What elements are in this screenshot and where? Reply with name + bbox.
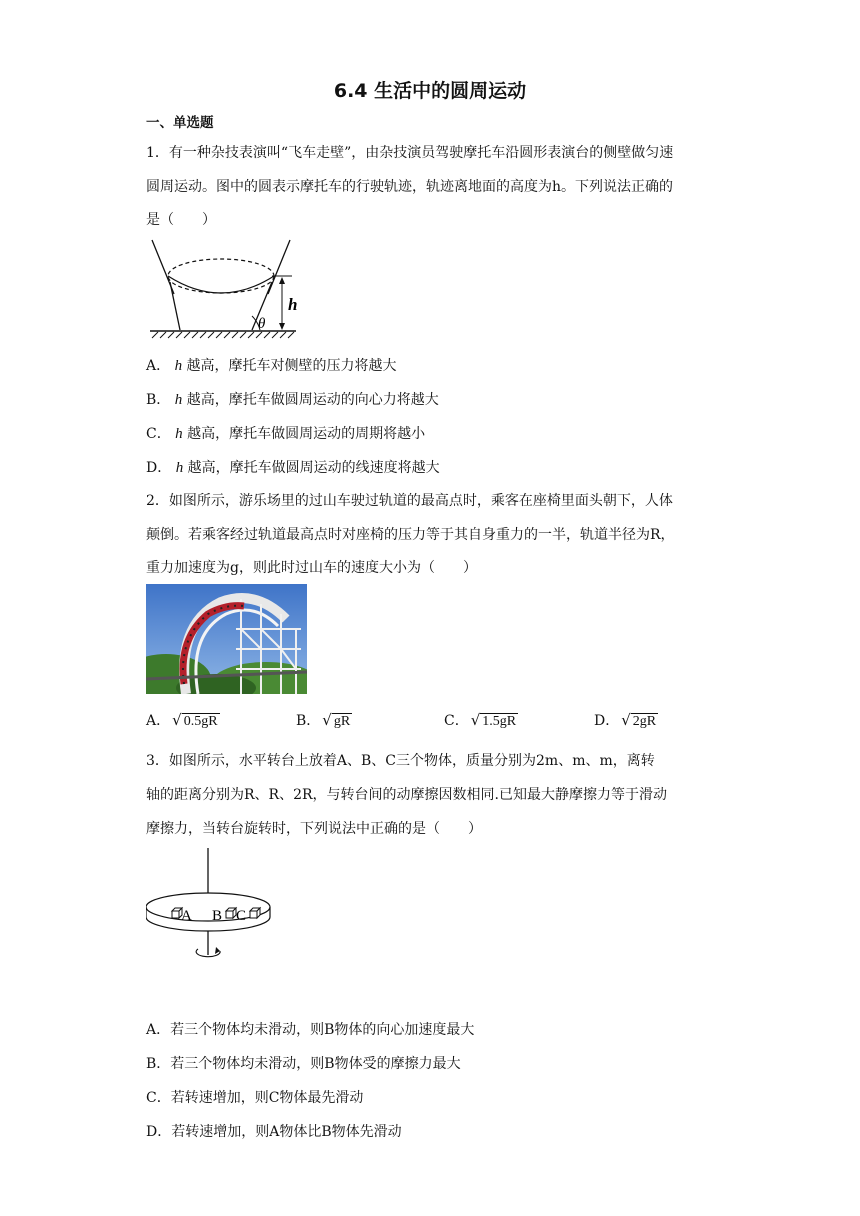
q3-line-2: 轴的距离分别为R、R、2R，与转台间的动摩擦因数相同.已知最大静摩擦力等于滑动 — [146, 787, 667, 803]
q1-line-3: 是（ ） — [146, 212, 216, 228]
q2-line-1: 2．如图所示，游乐场里的过山车驶过轨道的最高点时，乘客在座椅里面头朝下，人体 — [146, 493, 673, 509]
roller-coaster-photo — [146, 584, 307, 694]
q3-c-label: C — [236, 908, 247, 924]
q3-turntable-diagram — [146, 845, 276, 970]
q2-line-3: 重力加速度为g，则此时过山车的速度大小为（ ） — [146, 560, 477, 576]
sqrt-icon: √ gR — [322, 711, 351, 729]
q1-line-1: 1．有一种杂技表演叫“飞车走壁”，由杂技演员驾驶摩托车沿圆形表演台的侧壁做匀速 — [146, 145, 674, 161]
q3-a-label: A — [181, 908, 192, 924]
q1-option-a[interactable]: A． h 越高，摩托车对侧壁的压力将越大 — [146, 358, 397, 374]
q1-h-label: h — [288, 295, 298, 314]
q1-option-d[interactable]: D． h 越高，摩托车做圆周运动的线速度将越大 — [146, 460, 440, 476]
q3-option-d[interactable]: D．若转速增加，则A物体比B物体先滑动 — [146, 1124, 402, 1140]
q2-line-2: 颠倒。若乘客经过轨道最高点时对座椅的压力等于其自身重力的一半，轨道半径为R， — [146, 527, 675, 543]
section-heading: 一、单选题 — [146, 115, 214, 131]
q3-option-c[interactable]: C．若转速增加，则C物体最先滑动 — [146, 1090, 364, 1106]
q2-option-d[interactable]: D． √ 2gR — [594, 711, 657, 729]
q3-option-a[interactable]: A．若三个物体均未滑动，则B物体的向心加速度最大 — [146, 1022, 475, 1038]
q2-option-b[interactable]: B． √ gR — [296, 711, 351, 729]
sqrt-icon: √ 0.5gR — [172, 711, 218, 729]
page-title: 6.4 生活中的圆周运动 — [333, 80, 527, 102]
q1-wall-diagram — [146, 236, 306, 342]
q2-option-c[interactable]: C． √ 1.5gR — [444, 711, 517, 729]
q2-option-a[interactable]: A． √ 0.5gR — [146, 711, 218, 729]
q1-option-b[interactable]: B． h 越高，摩托车做圆周运动的向心力将越大 — [146, 392, 439, 408]
sqrt-icon: √ 2gR — [621, 711, 657, 729]
sqrt-icon: √ 1.5gR — [470, 711, 517, 729]
q3-line-1: 3．如图所示，水平转台上放着A、B、C三个物体，质量分别为2m、m、m，离转 — [146, 753, 655, 769]
q1-line-2: 圆周运动。图中的圆表示摩托车的行驶轨迹，轨迹离地面的高度为h。下列说法正确的 — [146, 179, 674, 195]
q3-line-3: 摩擦力，当转台旋转时，下列说法中正确的是（ ） — [146, 821, 482, 837]
q3-b-label: B — [212, 908, 223, 924]
q3-option-b[interactable]: B．若三个物体均未滑动，则B物体受的摩擦力最大 — [146, 1056, 461, 1072]
q1-option-c[interactable]: C． h 越高，摩托车做圆周运动的周期将越小 — [146, 426, 426, 442]
q1-theta-label: θ — [258, 316, 266, 332]
